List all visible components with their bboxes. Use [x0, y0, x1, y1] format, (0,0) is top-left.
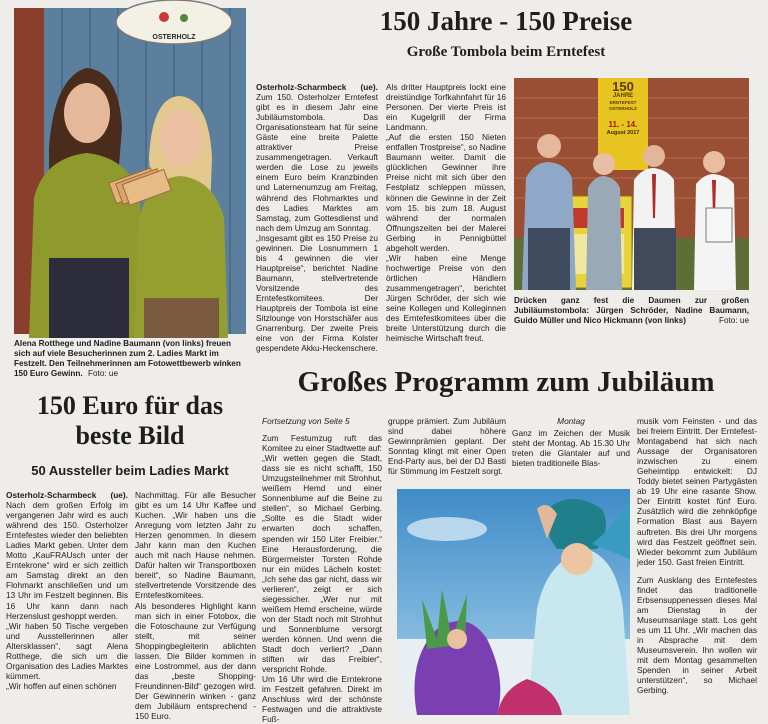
tombola-col1-p2: „Insgesamt gibt es 150 Preise zu gewinnen. Die Losnummern 1 bis 4 gewinnen die vier Hauptpreise“, berichtet Nadine Baumann, stellvertretende Vorsitzende des Erntefestkomitees. Der Hauptpreis der Tombola ist eine Sitzlounge von Horstschäfer aus Gnarrenburg. Der zweite Preis eine von der Firma Kolster gespendete Akku-Heckenschere.	[256, 232, 378, 354]
tombola-column-2	[386, 82, 506, 356]
programm-column-4	[637, 416, 757, 718]
ladies-column-2	[135, 490, 256, 722]
programm-col1-p1: Zum Festumzug ruft das Komitee zu einer Stadtwette auf: „Wir wetten gegen die Stadt, dass sie es nicht schafft, 150 Umzugsteilnehmer mit Strohhut, weißem Hemd und einer Sonnenblume auf die Beine zu stellen“, so Michael Gerbing. „Sollte es die Stadt wider erwarten doch schaffen, spenden wir 150 Liter Freibier.“ Eine Herausforderung, die Bürgermeister Torsten Rohde nur ein müdes Lächeln kostet: „Ich sehe das gar nicht, dass wir verlieren“, zeigt er sich siegessicher. „Wer nur mit weißem Hemd erscheine, würde von der Stadt noch mit Strohhut und Sonnenblume versorgt werden können. Und wenn die Stadt doch verliert? „Dann stiften wir das Freibier“, verspricht Rohde.	[262, 433, 382, 675]
programm-col4-p2: Zum Ausklang des Erntefestes findet das traditionelle Erbsensuppenessen dieses Mal am Dienstag in der Museumsanlage statt. Los geht es um 11 Uhr. „Wir machen das in Absprache mit dem Museumsverein. Ihn wollen wir mit dem Montag gesammelten Spenden in seiner Arbeit unterstützen“, so Michael Gerbing.	[637, 574, 757, 696]
programm-headline: Großes Programm zum Jubiläum	[297, 366, 715, 398]
ladies-headline-line2: beste Bild	[75, 421, 185, 450]
programm-column-2	[388, 416, 506, 477]
ladies-photo-sign-text: OSTERHOLZ	[152, 34, 196, 41]
tombola-photo-caption: Drücken ganz fest die Daumen zur großen Jubiläumstombola: Jürgen Schröder, Nadine Baumann, Guido Müller und Nico Hickmann (von links) Foto: ue	[514, 296, 749, 325]
ladies-col1-p1: Osterholz-Scharmbeck (ue). Nach dem großen Erfolg im vergangenen Jahr wird es auch während des 150. Osterholzer Erntefestes wieder den beliebten Ladies Markt geben. Unter dem Motto „KauFRAUsch unter der Erntekrone“ wird er sich zeitlich am Samstag direkt an den Flohmarkt anschließen und um 13 Uhr im Festzelt beginnen. Bis 16 Uhr kann dann nach Herzenslust geshoppt werden.	[6, 490, 128, 621]
ladies-photo-caption: Alena Rotthege und Nadine Baumann (von links) freuen sich auf viele Besucherinnen zum 2. Ladies Markt im Festzelt. Den Teilnehmerinnen am Fotowettbewerb winken 150 Euro Gewinn. Foto: ue	[14, 339, 241, 378]
tombola-column-1	[256, 82, 378, 356]
ladies-photo-credit: Foto: ue	[87, 369, 119, 378]
tombola-subheadline: Große Tombola beim Erntefest	[406, 44, 606, 60]
tombola-col2-p3: „Wir haben eine Menge hochwertige Preise von den örtlichen Händlern zusammengetragen“, berichtet Jürgen Schröder, der sich wie seine Kollegen und Kolleginnen des Erntefestkomitees über die breite Unterstützung durch die heimische Wirtschaft freut.	[386, 252, 506, 344]
ladies-col2-p1: Nachmittag. Für alle Besucher gibt es um 14 Uhr Kaffee und Kuchen. „Wir haben uns die Anregung vom letzten Jahr zu Herzen genommen. In diesem Jahr kann man den Kuchen auch mit nach Hause nehmen. Dafür halten wir Transportboxen bereit“, so Nadine Baumann, stellvertretende Vorsitzende des Erntefestkomitees.	[135, 490, 256, 601]
ladies-headline-line1: 150 Euro für das	[36, 391, 224, 420]
tombola-headline: 150 Jahre - 150 Preise	[379, 6, 633, 36]
programm-col2-p1: gruppe prämiert. Zum Jubiläum sind dabei höhere Gewinnprämien geplant. Der Sonntag klingt mit einer Open End-Party aus, bei der DJ Basti für Stimmung im Festzelt sorgt.	[388, 416, 506, 477]
ladies-photo	[14, 8, 246, 334]
ladies-headline	[14, 391, 246, 451]
tombola-photo-credit: Foto: ue	[718, 316, 749, 325]
ladies-subheadline: 50 Aussteller beim Ladies Markt	[31, 463, 229, 478]
tombola-col2-p1: Als dritter Hauptpreis lockt eine dreistündige Torfkahnfahrt für 16 Personen. Der vierte Preis ist ein Kugelgrill der Firma Landmann.	[386, 82, 506, 133]
tombola-col2-p2: „Auf die ersten 150 Nieten entfallen Trostpreise“, so Nadine Baumann weiter. Damit die glücklichen Gewinner ihre Preise nicht mit sich über den Festplatz schleppen müssen, können die Gewinne in der Zeit vom 15. bis zum 18. August während der normalen Öffnungszeiten bei der Malerei Gerbing in Pennigbüttel abgeholt werden.	[386, 132, 506, 253]
tombola-sign: 150 JAHRE ERNTEFEST OSTERHOLZ 11. - 14. August 2017	[606, 79, 640, 136]
programm-photo	[397, 489, 630, 715]
programm-montag-heading: Montag	[557, 416, 585, 426]
ladies-column-1	[6, 490, 128, 718]
programm-col3-p1: Ganz im Zeichen der Musik steht der Montag. Ab 15.30 Uhr treten die Glantaler auf und bieten traditionelle Blas-	[512, 428, 630, 469]
programm-col4-p1: musik vom Feinsten - und das bei freiem Eintritt. Der Erntefest-Montagabend hat sich nach Aussage der Organisatoren inzwischen zu einem Geheimtipp entwickelt: DJ Toddy bietet seinen Partygästen ab 19 Uhr eine rasante Show. Der Eintritt kostet fünf Euro. Zusätzlich wird die zehnköpfige Formation Blast aus Bayern auftreten. Bis drei Uhr morgens wird das Festzelt geöffnet sein. Wieder bekommt zum Jubiläum jeder 150. Gast freien Eintritt.	[637, 416, 757, 567]
programm-col1-p2: Um 16 Uhr wird die Erntekrone im Festzelt gefahren. Direkt im Anschluss wird der schönste Festwagen und die attraktivste Fuß-	[262, 674, 382, 724]
tombola-col1-p1: Osterholz-Scharmbeck (ue). Zum 150. Osterholzer Erntefest gibt es in diesem Jahr eine Jubiläumstombola. Das Organisationsteam hat für seine Gäste eine breite Palette attraktiver Preise zusammengetragen. Verkauft werden die Lose zu jeweils einem Euro beim Kranzbinden und Laternenumzug am Freitag, während des Flohmarktes und des Ladies Marktes am Samstag, zum Gottesdienst und nach dem Umzug am Sonntag.	[256, 82, 378, 233]
tombola-photo	[514, 78, 749, 290]
programm-continued-note: Fortsetzung von Seite 5	[262, 416, 350, 426]
programm-column-3	[512, 416, 630, 474]
ladies-col2-p2: Als besonderes Highlight kann man sich in einer Fotobox, die die Fotoschaune zur Verfügung stellt, mit seiner Shoppingbegleiterin ablichten lassen. Die Bilder kommen in eine Lostrommel, aus der dann das „beste Shopping-Freundinnen-Bild“ gezogen wird. Der Gewinnerin winken - ganz dem Jubiläum entsprechend - 150 Euro.	[135, 600, 256, 722]
programm-column-1	[262, 416, 382, 724]
ladies-photo-illustration	[14, 8, 246, 334]
programm-photo-illustration	[397, 489, 630, 715]
ladies-col1-p2: „Wir haben 50 Tische vergeben und Ausstellerinnen aller Altersklassen“, sagt Alena Rotthege, die sich um die Organisation des Ladies Marktes kümmert.	[6, 620, 128, 681]
ladies-col1-p3: „Wir hoffen auf einen schönen	[6, 680, 117, 691]
